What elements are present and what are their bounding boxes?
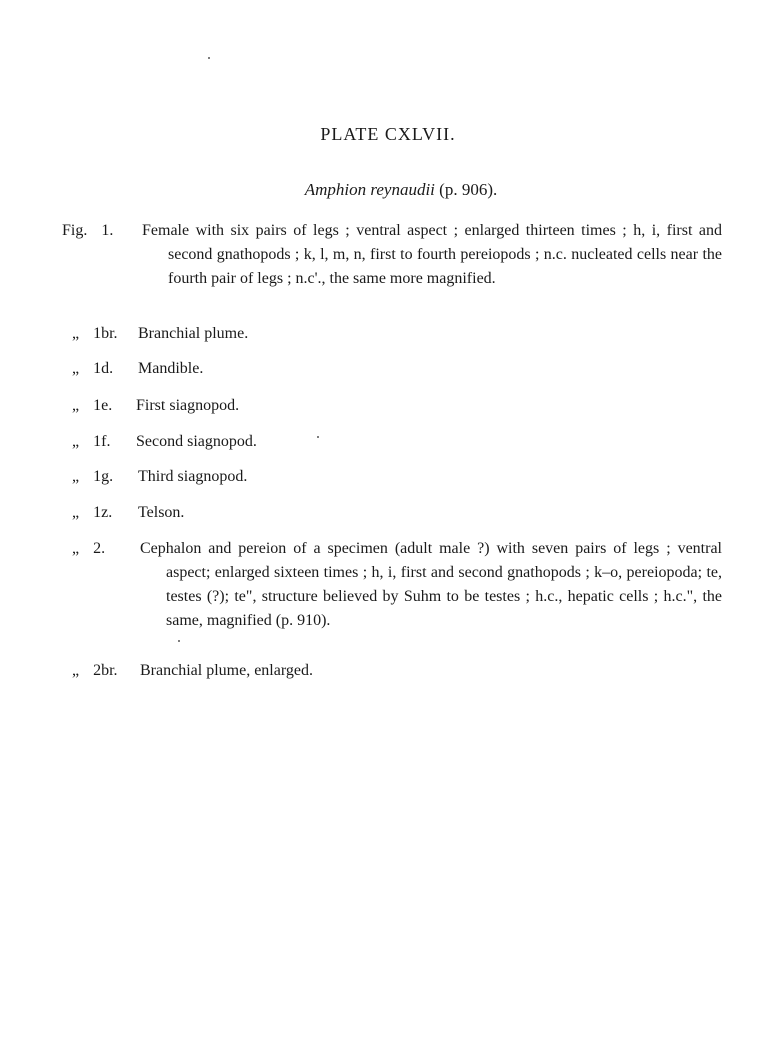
figure-label [72,430,110,454]
figure-prefix: „ [72,360,80,377]
figure-number: 1br. [93,325,118,342]
figure-description: Female with six pairs of legs ; ventral aspect ; enlarged thirteen times ; h, i, first and second gnathopods ; k, l, m, n, first to fourth pereiopods ; n.c. nucleated cells near the fourth pair of legs ; n.c'., the same more magnified. [142,222,722,287]
figure-description: Third siagnopod. [138,468,248,485]
figure-label [72,357,113,381]
figure-description: Mandible. [138,360,204,377]
figure-prefix: „ [72,397,80,414]
figure-label [62,219,113,243]
figure-description: First siagnopod. [136,397,240,414]
figure-label [72,465,113,489]
print-speck [208,57,210,59]
figure-prefix: „ [72,433,80,450]
figure-number: 2br. [93,662,118,679]
figure-number: 1f. [93,433,111,450]
figure-number: 1e. [93,397,113,414]
figure-description: Cephalon and pereion of a specimen (adult male ?) with seven pairs of legs ; ventral aspect; enlarged sixteen times ; h, i, first and second gnathopods ; k–o, pereiopoda; te, testes (?); te", structure believed by Suhm to be testes ; h.c., hepatic cells ; h.c.", the same, magnified (p. 910). [140,540,722,629]
figure-prefix: „ [72,540,80,557]
figure-prefix: Fig. [62,222,88,239]
figure-prefix: „ [72,662,80,679]
figure-prefix: „ [72,504,80,521]
figure-number: 1g. [93,468,114,485]
page-reference: (p. 906). [439,180,498,199]
print-speck [178,640,180,642]
figure-prefix: „ [72,325,80,342]
print-speck [317,436,319,438]
figure-label [72,659,118,683]
figure-label [72,537,105,561]
figure-description: Branchial plume, enlarged. [140,662,313,679]
figure-number: 1d. [93,360,114,377]
figure-number: 2. [93,540,106,557]
figure-number: 1z. [93,504,113,521]
plate-title: PLATE CXLVII. [320,124,456,144]
species-name: Amphion reynaudii [304,180,435,199]
figure-prefix: „ [72,468,80,485]
figure-label [72,501,112,525]
plate-subtitle [0,180,776,200]
figure-number: 1. [101,222,114,239]
figure-description: Branchial plume. [138,325,249,342]
figure-description: Telson. [138,504,185,521]
figure-description: Second siagnopod. [136,433,257,450]
figure-label [72,394,112,418]
figure-label [72,322,118,346]
